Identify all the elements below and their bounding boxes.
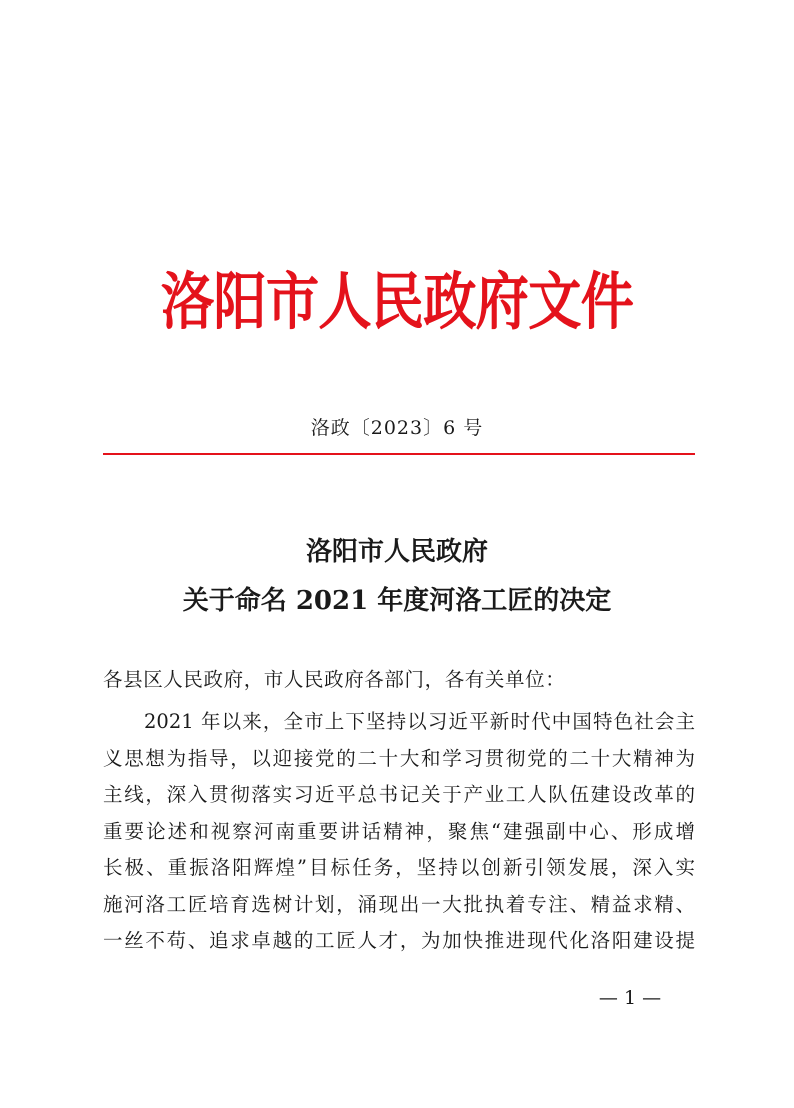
document-number: 洛政〔2023〕6 号: [310, 417, 484, 439]
document-title-line-2: 关于命名 2021 年度河洛工匠的决定: [182, 586, 612, 616]
body-line: 义思想为指导，以迎接党的二十大和学习贯彻党的二十大精神为: [103, 746, 695, 770]
body-line: 主线，深入贯彻落实习近平总书记关于产业工人队伍建设改革的: [103, 783, 695, 806]
body-line: 施河洛工匠培育选树计划，涌现出一大批执着专注、精益求精、: [103, 892, 695, 916]
document-title-line-1: 洛阳市人民政府: [305, 537, 488, 567]
body-line: 一丝不苟、追求卓越的工匠人才，为加快推进现代化洛阳建设提: [103, 929, 695, 952]
body-line: 长极、重振洛阳辉煌”目标任务，坚持以创新引领发展，深入实: [103, 856, 695, 879]
body-line: 重要论述和视察河南重要讲话精神，聚焦“建强副中心、形成增: [103, 819, 695, 843]
red-divider: [103, 453, 695, 455]
body-line: 2021 年以来，全市上下坚持以习近平新时代中国特色社会主: [144, 710, 695, 733]
issuer-title: 洛阳市人民政府文件: [160, 265, 634, 338]
page-number: — 1 —: [598, 987, 662, 1009]
body-text: [103, 704, 695, 960]
salutation: 各县区人民政府，市人民政府各部门，各有关单位：: [103, 668, 566, 691]
